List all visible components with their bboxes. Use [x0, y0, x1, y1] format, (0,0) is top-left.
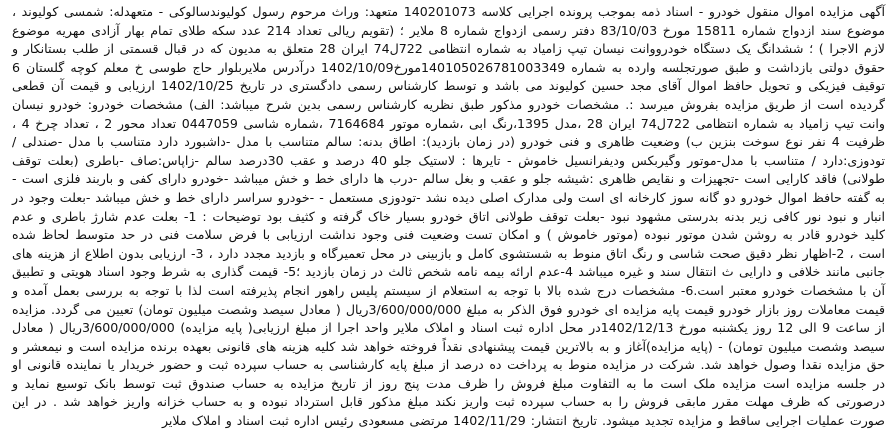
auction-notice-text: آگهی مزایده اموال منقول خودرو - اسناد ذمه بموجب پرونده اجرایی کلاسه 140201073 متعهد: وراث مرحوم رسول کولیوندسالوکی - متعهدله: شمسی کولیوند ، موضوع سند ازدواج شماره 15811 مورخ 83/10/03 دفتر رسمی ازدواج شماره 8 ملایر ؛ (تقویم ریالی تعداد 214 عدد سکه طلای تمام بهار آزادی مهریه موضوع لازم الاجرا ) ؛ ششدانگ یک دستگاه خودرووانت نیسان تیپ زامیاد به شماره انتظامی 722ل74 ایران 28 متعلق به مدیون که در قبال قسمتی از طلب بستانکار و حقوق دولتی بازداشت و طبق صورتجلسه وارده به شماره 140105026781003349مورخ1402/10/09 درآدرس ملایربلوار حاج طوسی خ معلم کوچه گلستان 6 توقیف فیزیکی و تحویل حافظ اموال آقای مجد حسین کولیوند می باشد و توسط کارشناس رسمی دادگستری در تاریخ 1402/10/25 ارزیابی و قیمت آن قطعی گردیده است از طریق مزایده بفروش میرسد :. مشخصات خودرو مذکور طبق نظریه کارشناس رسمی بدین شرح میباشد: الف) مشخصات خودرو: خودرو نیسان وانت تیپ زامیاد به شماره انتظامی 722ل74 ایران 28 ،مدل 1395،رنگ ابی ،شماره موتور 7164684 ،شماره شاسی 0447059 تعداد محور 2 ، تعداد چرخ 4 ، ظرفیت 4 نفر نوع سوخت بنزین ب) وضعیت ظاهری و فنی خودرو (در زمان بازدید): اطاق بدنه: سالم متناسب با مدل -داشبورد دارد متناسب با مدل -صندلی /تودوزی:دارد / متناسب با مدل-موتور وگیربکس ودیفرانسیل خاموش - تایرها : لاستیک جلو 40 درصد و عقب 30درصد سالم -زاپاس:صاف -باطری (بعلت توقف طولانی) فاقد کارایی است -تجهیزات و نقایص ظاهری :شیشه جلو و عقب و بغل سالم -درب ها دارای خط و خش میباشد -خودرو دارای کفی و باربند فلزی است - به گفته حافظ اموال خودرو دو گانه سوز کارخانه ای است ولی مدارک اصلی دیده نشد -تودوزی مستعمل - -خودرو سراسر دارای خط و خش میباشد -بعلت وجود در انبار و نبود نور کافی زیر بدنه بدرستی مشهود نبود -بعلت توقف طولانی اتاق خودرو بسیار خاک گرفته و کثیف بود توضیحات : 1- بعلت عدم شارژ باطری و عدم کلید خودرو قادر به روشن شدن موتور نبوده (موتور خاموش ) و امکان تست وضعیت فنی وجود نداشت ارزیابی با فرض سلامت فنی در حد متوسط لحاظ شده است ، 2-اظهار نظر دقیق صحت شاسی و رنگ اتاق منوط به شستشوی کامل و بازبینی در محل تعمیرگاه و بازدید مجدد دارد ، 3- ارزیابی بدون اطلاع از هزینه های جانبی مانند خلافی و دارایی ث انتقال سند و غیره میباشد 4-عدم ارائه بیمه نامه شخص ثالث در زمان بازدید ؛5- قیمت گذاری به شرط وجود اسناد هویتی و تطبیق آن با مشخصات خودرو معتبر است.6- مشخصات درج شده بالا با توجه به استعلام از سیستم پلیس راهور انجام پذیرفته است لذا با توجه به بررسی بعمل آمده و قیمت معاملات روز بازار خودرو قیمت پایه مزایده ای خودرو فوق الذکر به مبلغ 3/600/000/000ریال ( معادل سیصد وشصت میلیون تومان) تعیین می گردد. مزایده از ساعت 9 الی 12 روز یکشنبه مورخ 1402/12/13در محل اداره ثبت اسناد و املاک ملایر واحد اجرا از مبلغ ارزیابی( پایه مزایده) 3/600/000/000ریال ( معادل سیصد وشصت میلیون تومان) - (پایه مزایده)آغاز و به بالاترین قیمت پیشنهادی نقداً فروخته خواهد شد کلیه هزینه های قانونی بعهده برنده مزایده است و نیمعشر و حق مزایده نقدا وصول خواهد شد. شرکت در مزایده منوط به پرداخت ده درصد از مبلغ پایه کارشناسی به حساب سپرده ثبت و حضور خریدار یا نماینده قانونی او در جلسه مزایده است مزایده ملک است ما به التفاوت مبلغ فروش را ظرف مدت پنج روز از تاریخ مزایده به حساب صندوق ثبت توسط بانک توسیع نماید و درصورتی که ظرف مهلت مقرر مابقی فروش را به حساب سپرده ثبت واریز نکند مبلغ مذکور قابل استرداد نبوده و به حساب خزانه واریز خواهد شد . در این صورت عملیات اجرایی ساقط و مزایده تجدید میشود. تاریخ انتشار: 1402/11/29 مرتضی مسعودی رئیس اداره ثبت اسناد و املاک ملایر: [12, 4, 886, 429]
